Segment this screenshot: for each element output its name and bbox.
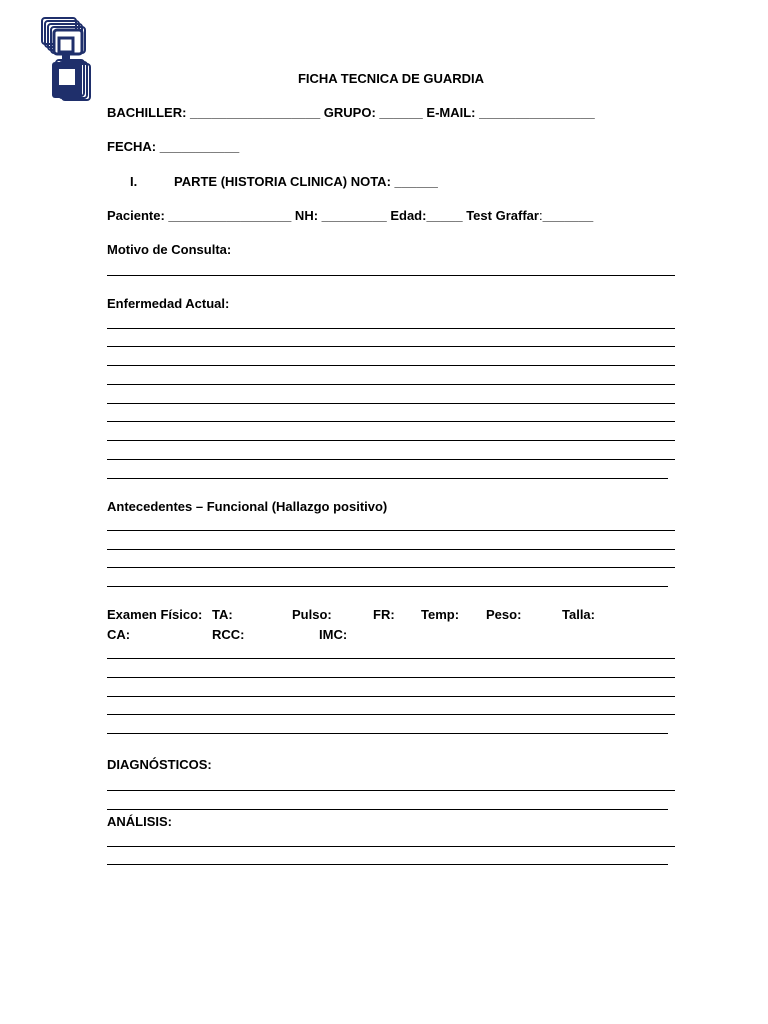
enfermedad-label: Enfermedad Actual: (107, 296, 230, 311)
rcc-label: RCC: (212, 627, 245, 642)
examen-line (107, 714, 675, 715)
bachiller-line: BACHILLER: __________________ GRUPO: ______ E-MAIL: ________________ (107, 105, 595, 120)
linked-squares-logo-icon (40, 16, 92, 104)
antecedentes-label: Antecedentes – Funcional (Hallazgo positivo) (107, 499, 388, 514)
diagnosticos-label: DIAGNÓSTICOS: (107, 757, 212, 772)
paciente-tail: _______ (542, 208, 594, 223)
antecedentes-line (107, 549, 675, 550)
paciente-main: Paciente: _________________ NH: _________ Edad:_____ Test Graffar (107, 208, 539, 223)
temp-label: Temp: (421, 607, 460, 622)
paciente-colon: : (538, 208, 543, 223)
analisis-label: ANÁLISIS: (107, 814, 172, 829)
examen-line (107, 677, 675, 678)
ca-label: CA: (107, 627, 131, 642)
examen-line (107, 658, 675, 659)
enfermedad-line (107, 365, 675, 366)
enfermedad-line (107, 421, 675, 422)
diagnosticos-line (107, 790, 675, 791)
enfermedad-line (107, 478, 668, 479)
ta-label: TA: (212, 607, 233, 622)
section-title: PARTE (HISTORIA CLINICA) NOTA: ______ (174, 174, 438, 189)
enfermedad-line (107, 328, 675, 329)
talla-label: Talla: (562, 607, 595, 622)
examen-line (107, 733, 668, 734)
page-title: FICHA TECNICA DE GUARDIA (297, 71, 485, 86)
enfermedad-line (107, 403, 675, 404)
antecedentes-line (107, 530, 675, 531)
section-number: I. (130, 174, 138, 189)
fecha-line: FECHA: ___________ (107, 139, 240, 154)
antecedentes-line (107, 586, 668, 587)
examen-label: Examen Físico: (107, 607, 203, 622)
fr-label: FR: (373, 607, 395, 622)
motivo-line (107, 275, 675, 276)
imc-label: IMC: (319, 627, 348, 642)
paciente-line (107, 208, 593, 223)
motivo-label: Motivo de Consulta: (107, 242, 232, 257)
analisis-line (107, 846, 675, 847)
analisis-line (107, 864, 668, 865)
examen-line (107, 696, 675, 697)
enfermedad-line (107, 346, 675, 347)
peso-label: Peso: (486, 607, 522, 622)
enfermedad-line (107, 440, 675, 441)
diagnosticos-line (107, 809, 668, 810)
enfermedad-line (107, 459, 675, 460)
antecedentes-line (107, 567, 675, 568)
pulso-label: Pulso: (292, 607, 332, 622)
enfermedad-line (107, 384, 675, 385)
